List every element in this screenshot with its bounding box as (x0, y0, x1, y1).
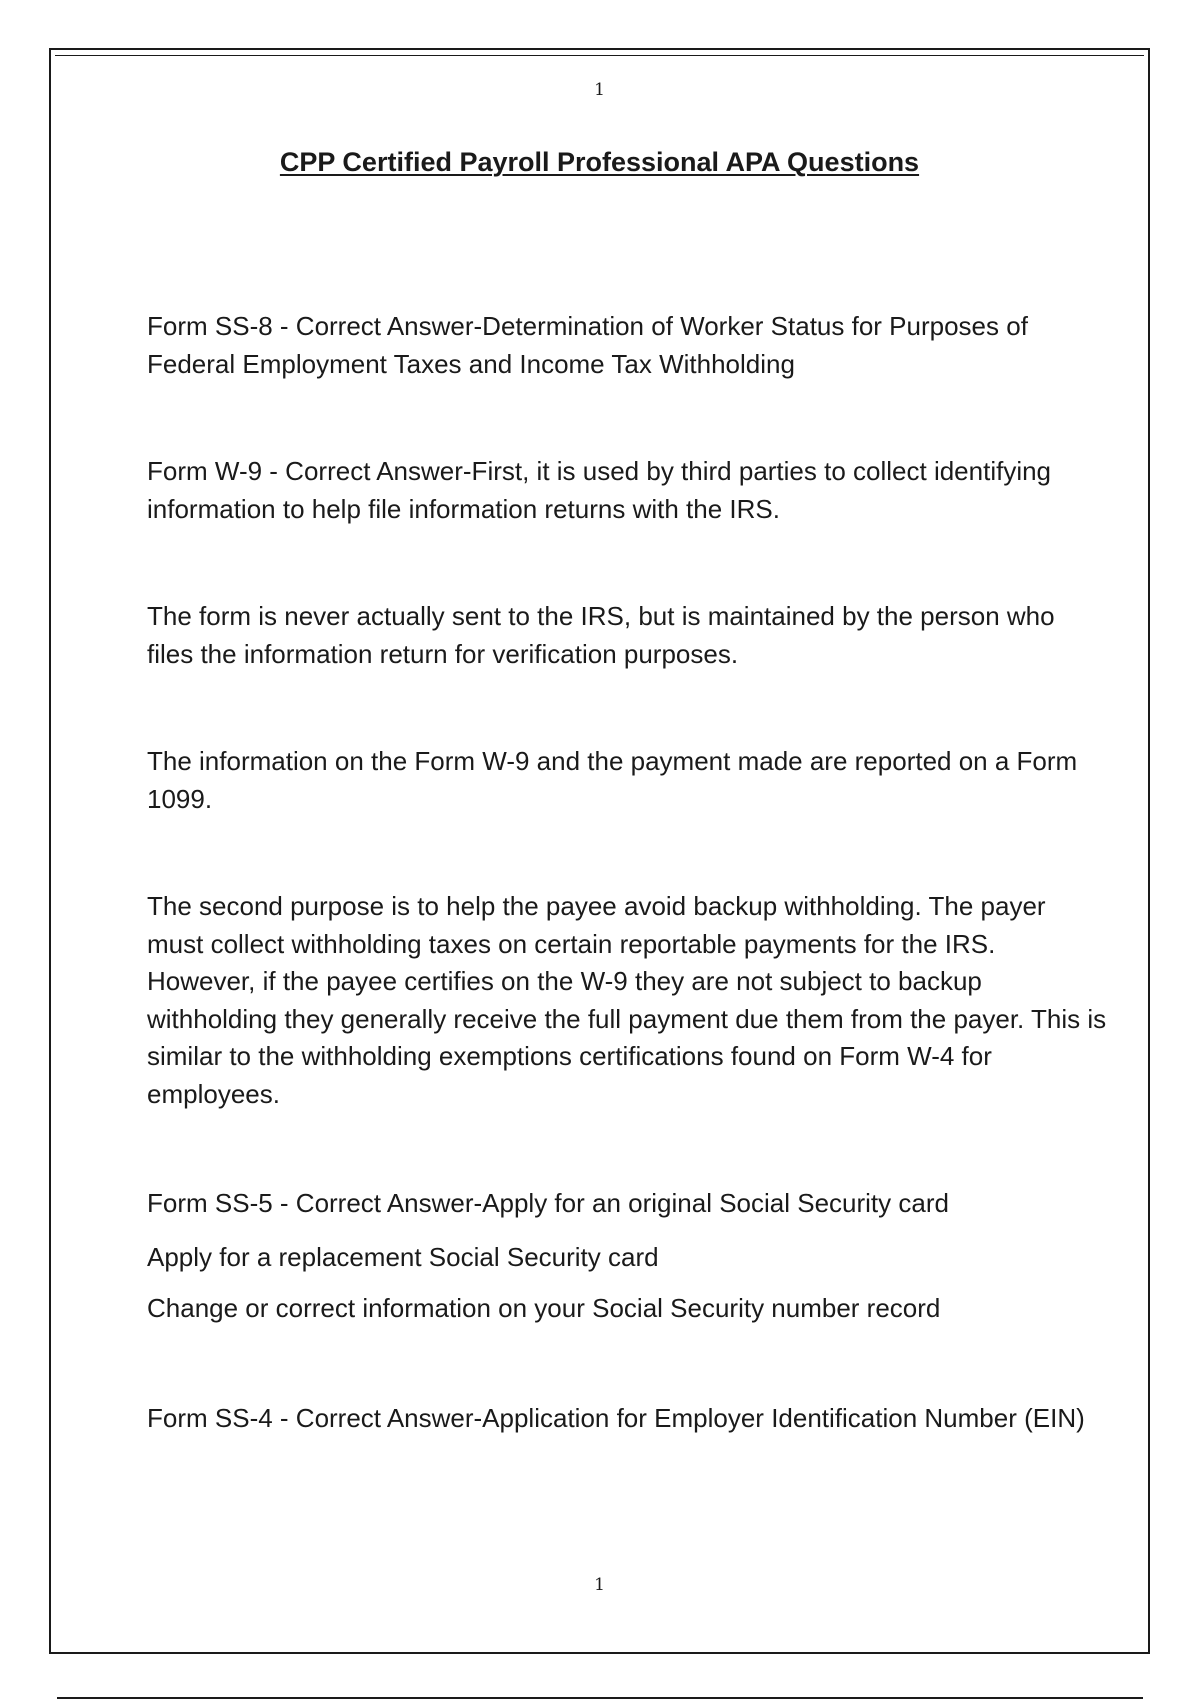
paragraph-form-w9: Form W-9 - Correct Answer-First, it is used by third parties to collect identifying information to help file information returns with the IRS. (147, 456, 1052, 524)
paragraph-w9-verification: The form is never actually sent to the IRS, but is maintained by the person who files the information return for verification purposes. (147, 601, 1055, 669)
next-page-rule (57, 1697, 1143, 1699)
page-number-top: 1 (594, 80, 605, 100)
top-rule (55, 55, 1144, 56)
paragraph-w9-form-1099: The information on the Form W-9 and the payment made are reported on a Form 1099. (147, 746, 1078, 814)
page-frame (49, 48, 1150, 1654)
paragraph-ss5-replacement: Apply for a replacement Social Security card (147, 1241, 659, 1272)
document-title: CPP Certified Payroll Professional APA Questions (279, 147, 920, 177)
document-body (147, 308, 1107, 1437)
paragraph-w9-backup-withholding: The second purpose is to help the payee avoid backup withholding. The payer must collect withholding taxes on certain reportable payments for the IRS. However, if the payee certifies on the W-9 they are not subject to backup withholding they generally receive the full payment due them from the payer. This is similar to the withholding exemptions certifications found on Form W-4 for employees. (147, 891, 1107, 1109)
paragraph-ss5-correction: Change or correct information on your Social Security number record (147, 1293, 941, 1323)
paragraph-form-ss5: Form SS-5 - Correct Answer-Apply for an original Social Security card (147, 1188, 949, 1218)
paragraph-form-ss4: Form SS-4 - Correct Answer-Application for Employer Identification Number (EIN) (147, 1402, 1085, 1433)
paragraph-form-ss8: Form SS-8 - Correct Answer-Determination of Worker Status for Purposes of Federal Employment Taxes and Income Tax Withholding (147, 311, 1028, 379)
page-number-bottom: 1 (594, 1575, 605, 1595)
